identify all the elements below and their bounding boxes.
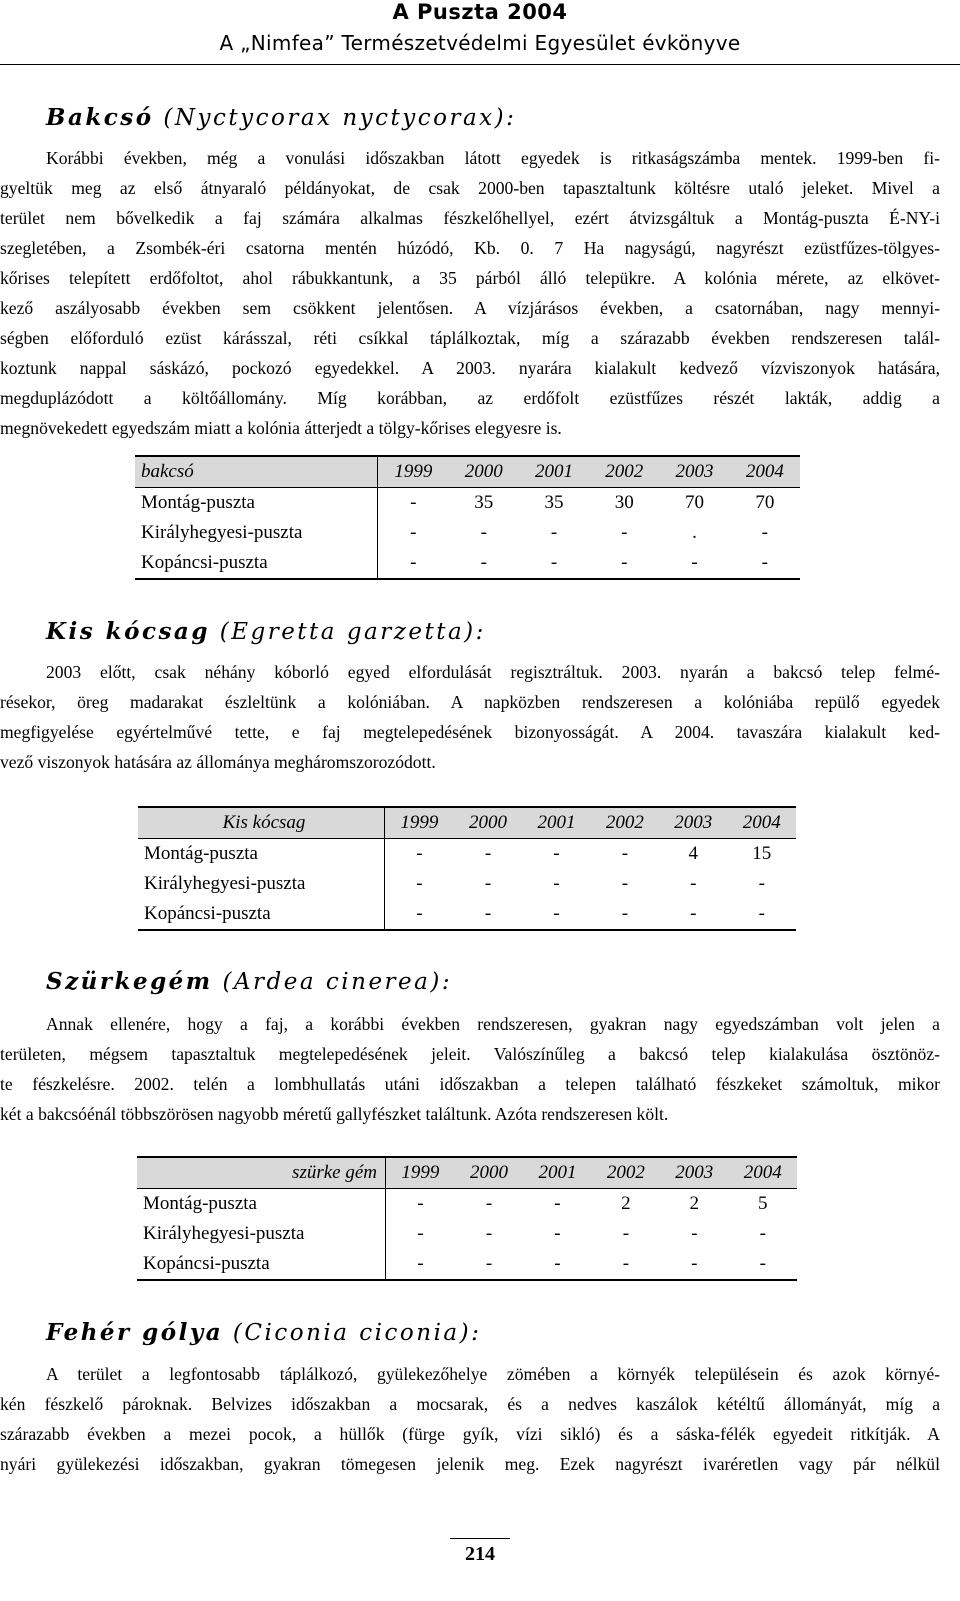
table-header-cell: 2000 xyxy=(449,456,519,488)
table-header-cell: 2000 xyxy=(455,1157,523,1189)
text-line: gyeltük meg az első átnyaraló példányokat, de csak 2000-ben tapasztaltunk költésre utaló jeleket. Mivel a xyxy=(0,178,940,198)
table-cell: - xyxy=(410,492,417,513)
table-cell: - xyxy=(591,899,659,930)
table-cell: - xyxy=(522,899,590,930)
table-bakcso xyxy=(135,455,800,580)
table-header-cell: 2000 xyxy=(454,807,522,839)
journal-subtitle: A „Nimfea” Természetvédelmi Egyesület évkönyve xyxy=(219,31,741,55)
table-cell: - xyxy=(550,522,558,543)
table-cell: - xyxy=(761,522,768,543)
page-number: 214 xyxy=(0,1538,960,1566)
table-cell: - xyxy=(385,899,454,930)
table-cell: - xyxy=(554,1193,561,1214)
table-cell: 4 xyxy=(688,843,699,864)
text-line: résekor, öreg madarakat észleltünk a kolóniában. A napközben rendszeresen a kolóniába repülő egyedek xyxy=(0,692,940,712)
text-line: Korábbi években, még a vonulási időszakban látott egyedek is ritkaságszámba mentek. 1999-ben fi- xyxy=(46,148,940,168)
table-cell: 70 xyxy=(755,492,775,513)
table-header-cell: 1999 xyxy=(385,807,454,839)
text-line: Annak ellenére, hogy a faj, a korábbi években rendszeresen, gyakran nagy egyedszámban volt jelen a xyxy=(46,1014,940,1034)
table-cell: - xyxy=(553,843,560,864)
table-header-cell: 2001 xyxy=(519,456,589,488)
table-header-row xyxy=(137,1157,797,1189)
text-line: megnövekedett egyedszám miatt a kolónia átterjedt a tölgy-kőrises elegyesre is. xyxy=(0,418,562,438)
text-line: A terület a legfontosabb táplálkozó, gyülekezőhelye zömében a környék településein és azok környé- xyxy=(46,1364,940,1384)
table-cell: 35 xyxy=(474,492,494,513)
table-cell: Montág-puszta xyxy=(135,488,378,519)
section-text-szurkegem xyxy=(0,1009,940,1129)
table-cell: - xyxy=(417,1193,424,1214)
table-header-cell: 2003 xyxy=(659,456,729,488)
table-cell: - xyxy=(410,522,417,543)
table-row xyxy=(135,518,800,548)
table-cell: Montág-puszta xyxy=(138,839,385,870)
text-line: megduplázódott a költőállomány. Míg korábban, az erdőfolt ezüstfűzes részét lakták, addig a xyxy=(0,388,940,408)
table-header-row xyxy=(135,456,800,488)
table-row xyxy=(137,1189,797,1220)
text-line: 2003 előtt, csak néhány kóborló egyed elfordulását regisztráltuk. 2003. nyarán a bakcsó telep felmé- xyxy=(46,662,940,682)
section-title-szurkegem: Szürkegém (Ardea cinerea): xyxy=(46,968,453,995)
section-text-kis-kocsag xyxy=(0,657,940,777)
section-title-kis-kocsag: Kis kócsag (Egretta garzetta): xyxy=(46,618,486,645)
section-text-feher-golya xyxy=(0,1359,940,1479)
table-header-cell: 2001 xyxy=(522,807,590,839)
table-cell: - xyxy=(480,522,487,543)
text-line: két a bakcsóénál többszörösen nagyobb méretű gallyfészket találtunk. Azóta rendszeresen költ. xyxy=(0,1104,669,1124)
text-line: nyári gyülekezési időszakban, gyakran tömegesen jelenik meg. Ezek nagyrészt ivaréretlen vagy pár nélkül xyxy=(0,1454,940,1474)
table-cell: 5 xyxy=(758,1193,768,1214)
table-cell: - xyxy=(660,1249,728,1280)
text-line: ségben előforduló ezüst kárásszal, réti csíkkal táplálkoztak, míg a szárazabb években rendszeresen talál- xyxy=(0,328,940,348)
table-cell: - xyxy=(659,899,727,930)
table-cell: - xyxy=(622,1223,630,1244)
text-line: kező aszályosabb években sem csökkent jelentősen. A vízjárásos években, a csatornában, nagy mennyi- xyxy=(0,298,940,318)
text-line: vező viszonyok hatására az állománya megháromszorozódott. xyxy=(0,752,436,772)
table-cell: - xyxy=(523,1249,591,1280)
table-cell: - xyxy=(690,873,697,894)
text-line: kén fészkelő pároknak. Belvizes időszakban a mocsarak, és a nedves kaszálok kétéltű állományát, míg a xyxy=(0,1394,940,1414)
table-cell: - xyxy=(386,1249,455,1280)
table-header-cell: 2003 xyxy=(660,1157,728,1189)
section-title-bakcso: Bakcsó (Nyctycorax nyctycorax): xyxy=(46,104,517,131)
table-szurke-gem xyxy=(137,1156,797,1281)
table-cell: Királyhegyesi-puszta xyxy=(138,869,385,899)
table-header-cell: 2002 xyxy=(592,1157,660,1189)
table-cell: 15 xyxy=(752,843,772,864)
text-line: megfigyelése egyértelművé tette, e faj megtelepedésének bizonyosságát. A 2004. tavaszára kialakult ked- xyxy=(0,722,940,742)
table-cell: Kopáncsi-puszta xyxy=(137,1249,386,1280)
table-cell: Királyhegyesi-puszta xyxy=(135,518,378,548)
table-header-cell: bakcsó xyxy=(135,456,378,488)
table-row xyxy=(137,1219,797,1249)
table-header-cell: 2004 xyxy=(728,807,796,839)
table-row xyxy=(135,548,800,579)
table-header-cell: Kis kócsag xyxy=(138,807,385,839)
table-kis-kocsag xyxy=(138,806,796,931)
table-cell: - xyxy=(378,548,449,579)
journal-title: A Puszta 2004 xyxy=(392,0,568,24)
table-header-cell: 2004 xyxy=(730,456,800,488)
table-cell: . xyxy=(692,522,697,543)
table-cell: - xyxy=(758,873,765,894)
table-cell: - xyxy=(417,1223,424,1244)
table-cell: - xyxy=(553,873,560,894)
table-cell: - xyxy=(621,873,629,894)
table-header-cell: 2002 xyxy=(589,456,659,488)
header-rule xyxy=(0,64,960,65)
table-header-cell: 2004 xyxy=(729,1157,797,1189)
table-cell: - xyxy=(455,1249,523,1280)
table-header-cell: 1999 xyxy=(378,456,449,488)
table-cell: - xyxy=(485,1193,493,1214)
table-cell: - xyxy=(485,1223,493,1244)
table-cell: - xyxy=(484,873,492,894)
table-row xyxy=(138,899,796,930)
table-row xyxy=(135,488,800,519)
table-cell: - xyxy=(730,548,800,579)
table-cell: 2 xyxy=(689,1193,700,1214)
text-line: szárazabb években a mezei pocok, a hüllők (fürge gyík, vízi sikló) és a sáska-félék egyedeit ritkítják. A xyxy=(0,1424,940,1444)
table-cell: Montág-puszta xyxy=(137,1189,386,1220)
text-line: terület nem bővelkedik a faj számára alkalmas fészkelőhellyel, ezért átvizsgáltuk a Montág-puszta É-NY-i xyxy=(0,208,940,228)
table-cell: - xyxy=(728,899,796,930)
table-cell: - xyxy=(759,1223,766,1244)
table-cell: Kopáncsi-puszta xyxy=(135,548,378,579)
text-line: szegletében, a Zsombék-éri csatorna mentén húzódó, Kb. 0. 7 Ha nagyságú, nagyrészt ezüstfűzes-tölgyes- xyxy=(0,238,940,258)
text-line: koztunk nappal sáskázó, pockozó egyedekkel. A 2003. nyarára kialakult kedvező vízviszonyok hatására, xyxy=(0,358,940,378)
table-cell: - xyxy=(659,548,729,579)
table-cell: Kopáncsi-puszta xyxy=(138,899,385,930)
table-cell: - xyxy=(449,548,519,579)
table-cell: - xyxy=(416,843,423,864)
page-header xyxy=(0,0,960,56)
table-cell: - xyxy=(621,522,628,543)
table-header-cell: 2001 xyxy=(523,1157,591,1189)
text-line: területen, mégsem tapasztaltuk megtelepedésének jeleit. Valószínűleg a bakcsó telep kialakulása ösztönöz- xyxy=(0,1044,940,1064)
table-cell: 70 xyxy=(685,492,705,513)
table-cell: Királyhegyesi-puszta xyxy=(137,1219,386,1249)
table-row xyxy=(138,869,796,899)
table-cell: - xyxy=(554,1223,561,1244)
table-cell: 30 xyxy=(614,492,634,513)
table-cell: - xyxy=(729,1249,797,1280)
text-line: te fészkelésre. 2002. telén a lombhullatás utáni időszakban a telepen található fészkeket számoltuk, mikor xyxy=(0,1074,940,1094)
table-header-cell: szürke gém xyxy=(137,1157,386,1189)
text-line: kőrises telepített erdőfoltot, ahol rábukkantunk, a 35 párból álló telepükre. A kolónia mérete, az elkövet- xyxy=(0,268,940,288)
table-cell: - xyxy=(519,548,589,579)
table-row xyxy=(138,839,796,870)
table-cell: 2 xyxy=(621,1193,631,1214)
table-cell: - xyxy=(691,1223,698,1244)
table-cell: - xyxy=(416,873,423,894)
table-cell: 35 xyxy=(544,492,564,513)
table-header-row xyxy=(138,807,796,839)
table-cell: - xyxy=(484,843,492,864)
table-header-cell: 1999 xyxy=(386,1157,455,1189)
section-title-feher-golya: Fehér gólya (Ciconia ciconia): xyxy=(46,1319,482,1346)
table-row xyxy=(137,1249,797,1280)
table-header-cell: 2002 xyxy=(591,807,659,839)
table-header-cell: 2003 xyxy=(659,807,727,839)
section-text-bakcso xyxy=(0,143,940,443)
table-cell: - xyxy=(454,899,522,930)
table-cell: - xyxy=(592,1249,660,1280)
table-cell: - xyxy=(621,843,629,864)
table-cell: - xyxy=(589,548,659,579)
